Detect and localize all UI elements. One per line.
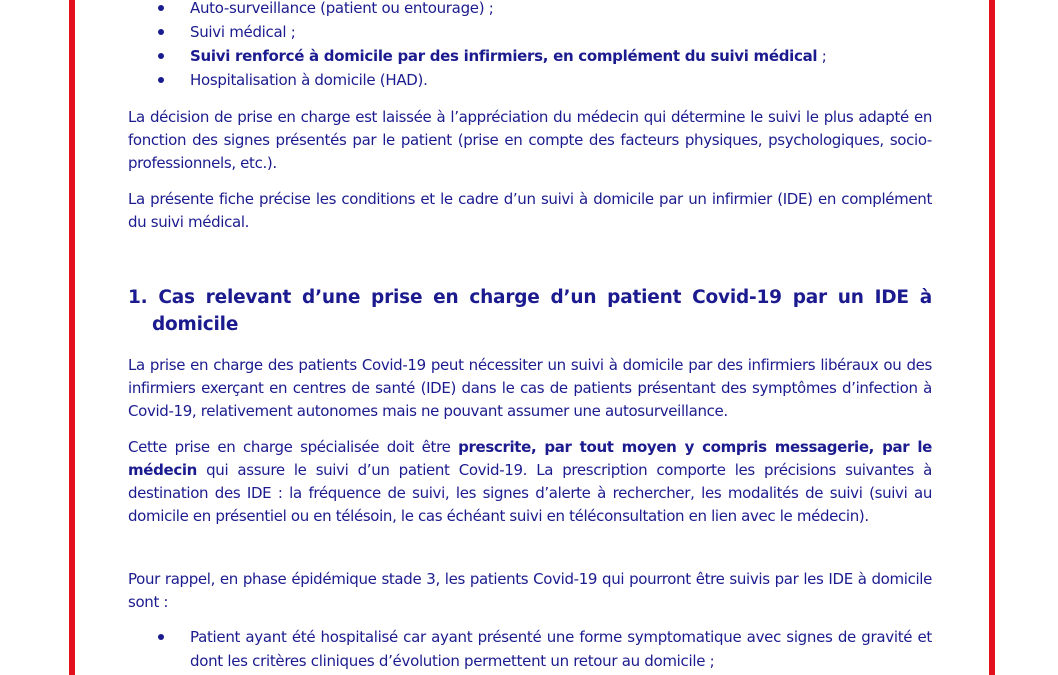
eligible-patients-list (128, 625, 932, 673)
bullet-icon (158, 29, 164, 35)
red-border-right (989, 0, 995, 675)
bullet-icon (158, 5, 164, 11)
paragraph-scope: La présente fiche précise les conditions et le cadre d’un suivi à domicile par un infirmier (IDE) en complément du suivi médical. (128, 190, 932, 231)
bullet-icon (158, 634, 164, 640)
bullet-icon (158, 53, 164, 59)
list-item: Auto-surveillance (patient ou entourage) ; (128, 0, 932, 20)
paragraph-patients: La prise en charge des patients Covid-19 peut nécessiter un suivi à domicile par des infirmiers libéraux ou des infirmiers exerçant en centres de santé (IDE) dans le cas de patients présentant des symptômes d’infection à Covid-19, relativement autonomes mais ne pouvant assumer une autosurveillance. (128, 356, 932, 420)
paragraph-reminder: Pour rappel, en phase épidémique stade 3, les patients Covid-19 qui pourront être suivis par les IDE à domicile sont : (128, 570, 932, 611)
paragraph-prescription: Cette prise en charge spécialisée doit être prescrite, par tout moyen y compris messagerie, par le médecin qui assure le suivi d’un patient Covid-19. La prescription comporte les précisions suivantes à destination des IDE : la fréquence de suivi, les signes d’alerte à rechercher, les modalités de suivi (suivi au domicile en présentiel ou en télésoin, le cas échéant suivi en téléconsultation en lien avec le médecin). (128, 438, 933, 525)
list-item: Hospitalisation à domicile (HAD). (128, 68, 932, 92)
list-item: Suivi médical ; (128, 20, 932, 44)
care-options-list (128, 0, 932, 92)
bullet-icon (158, 77, 164, 83)
paragraph-decision: La décision de prise en charge est laissée à l’appréciation du médecin qui détermine le suivi le plus adapté en fonction des signes présentés par le patient (prise en compte des facteurs physiques, psychologiques, socio-professionnels, etc.). (128, 108, 932, 172)
list-item: Suivi renforcé à domicile par des infirmiers, en complément du suivi médical ; (128, 44, 932, 68)
list-item: Patient ayant été hospitalisé car ayant présenté une forme symptomatique avec signes de gravité et dont les critères cliniques d’évolution permettent un retour au domicile ; (128, 625, 932, 673)
section-heading-1: 1. Cas relevant d’une prise en charge d’un patient Covid-19 par un IDE à domicile (128, 287, 932, 335)
red-border-left (69, 0, 75, 675)
